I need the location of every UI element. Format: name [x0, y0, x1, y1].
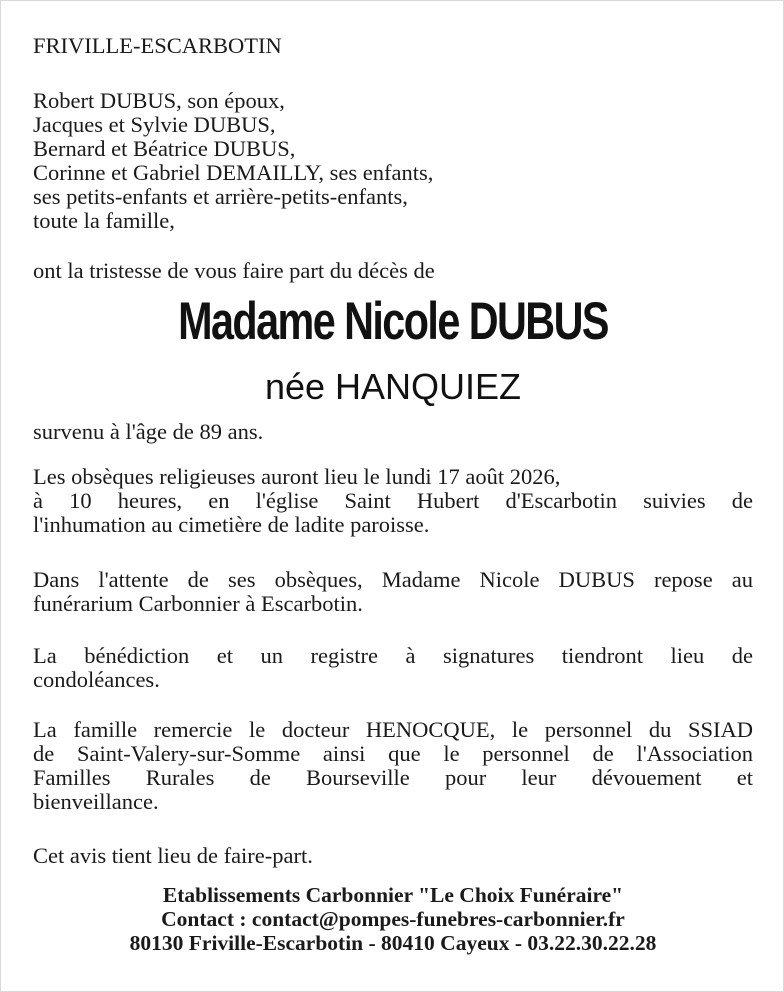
announcement-text: ont la tristesse de vous faire part du décès de [33, 258, 435, 283]
rest-line: funérarium Carbonnier à Escarbotin. [33, 591, 363, 616]
rest-paragraph [33, 568, 753, 616]
family-line: Bernard et Béatrice DUBUS, [33, 136, 296, 161]
thanks-line: La famille remercie le docteur HENOCQUE, le personnel du SSIAD [33, 717, 753, 742]
thanks-paragraph [33, 718, 753, 814]
funeral-line: l'inhumation au cimetière de ladite paroisse. [33, 512, 430, 537]
funeral-paragraph [33, 465, 753, 537]
location-text: FRIVILLE-ESCARBOTIN [33, 33, 282, 58]
funeral-line: Les obsèques religieuses auront lieu le lundi 17 août 2026, [33, 464, 561, 489]
age-line [33, 420, 753, 444]
family-line: ses petits-enfants et arrière-petits-enfants, [33, 184, 408, 209]
family-line: Corinne et Gabriel DEMAILLY, ses enfants, [33, 160, 434, 185]
funeral-home-footer [1, 883, 784, 955]
family-line: Jacques et Sylvie DUBUS, [33, 112, 276, 137]
announcement-line [33, 259, 753, 283]
thanks-line: de Saint-Valery-sur-Somme ainsi que le personnel de l'Association [33, 741, 753, 766]
condolences-paragraph [33, 644, 753, 692]
family-list [33, 89, 753, 233]
footer-address: 80130 Friville-Escarbotin - 80410 Cayeux - 03.22.30.22.28 [129, 931, 657, 955]
family-line: toute la famille, [33, 208, 175, 233]
closing-text: Cet avis tient lieu de faire-part. [33, 843, 313, 868]
deceased-birth-name: née HANQUIEZ [264, 366, 522, 407]
age-text: survenu à l'âge de 89 ans. [33, 419, 264, 444]
closing-line [33, 844, 753, 868]
family-line: Robert DUBUS, son époux, [33, 88, 285, 113]
footer-contact: Contact : contact@pompes-funebres-carbonnier.fr [161, 907, 625, 931]
condolences-line: La bénédiction et un registre à signatures tiendront lieu de [33, 643, 753, 668]
location-heading [33, 34, 753, 58]
condolences-line: condoléances. [33, 667, 160, 692]
rest-line: Dans l'attente de ses obsèques, Madame Nicole DUBUS repose au [33, 567, 753, 592]
thanks-line: Familles Rurales de Bourseville pour leur dévouement et [33, 765, 753, 790]
thanks-line: bienveillance. [33, 789, 159, 814]
footer-company: Etablissements Carbonnier "Le Choix Funéraire" [162, 883, 624, 907]
deceased-name: Madame Nicole DUBUS [178, 292, 608, 351]
funeral-line: à 10 heures, en l'église Saint Hubert d'Escarbotin suivies de [33, 488, 753, 513]
